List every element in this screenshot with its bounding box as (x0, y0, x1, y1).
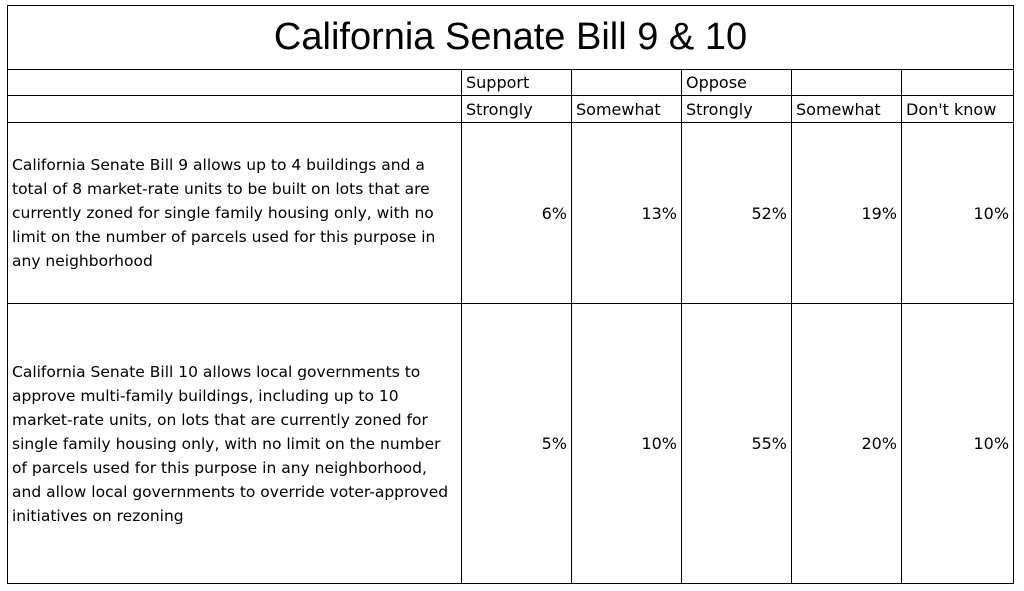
value-support-somewhat: 10% (572, 304, 682, 584)
value-support-strongly: 5% (462, 304, 572, 584)
header-oppose-somewhat: Somewhat (792, 96, 902, 123)
value-oppose-somewhat: 19% (792, 123, 902, 304)
question-sb10: California Senate Bill 10 allows local governments to approve multi-family buildings, including up to 10 market-rate units, on lots that are currently zoned for single family housing only, with no limit on the number of parcels used for this purpose in any neighborhood, and allow local governments to override voter-approved initiatives on rezoning (8, 304, 462, 584)
survey-table (7, 5, 1014, 584)
header-oppose: Oppose (682, 70, 792, 96)
value-oppose-strongly: 55% (682, 304, 792, 584)
question-sb9: California Senate Bill 9 allows up to 4 buildings and a total of 8 market-rate units to be built on lots that are currently zoned for single family housing only, with no limit on the number of parcels used for this purpose in any neighborhood (8, 123, 462, 304)
header-blank-cell (8, 96, 462, 123)
table-row (8, 123, 1014, 304)
table-row (8, 304, 1014, 584)
header-support: Support (462, 70, 572, 96)
header-dontknow-blank (902, 70, 1014, 96)
value-oppose-somewhat: 20% (792, 304, 902, 584)
header-dont-know: Don't know (902, 96, 1014, 123)
header-oppose-blank (792, 70, 902, 96)
header-sub-row (8, 96, 1014, 123)
value-dont-know: 10% (902, 304, 1014, 584)
value-support-somewhat: 13% (572, 123, 682, 304)
table-title: California Senate Bill 9 & 10 (8, 6, 1014, 70)
header-group-row (8, 70, 1014, 96)
header-blank-cell (8, 70, 462, 96)
header-support-blank (572, 70, 682, 96)
title-row (8, 6, 1014, 70)
value-dont-know: 10% (902, 123, 1014, 304)
value-oppose-strongly: 52% (682, 123, 792, 304)
header-oppose-strongly: Strongly (682, 96, 792, 123)
header-support-strongly: Strongly (462, 96, 572, 123)
value-support-strongly: 6% (462, 123, 572, 304)
header-support-somewhat: Somewhat (572, 96, 682, 123)
